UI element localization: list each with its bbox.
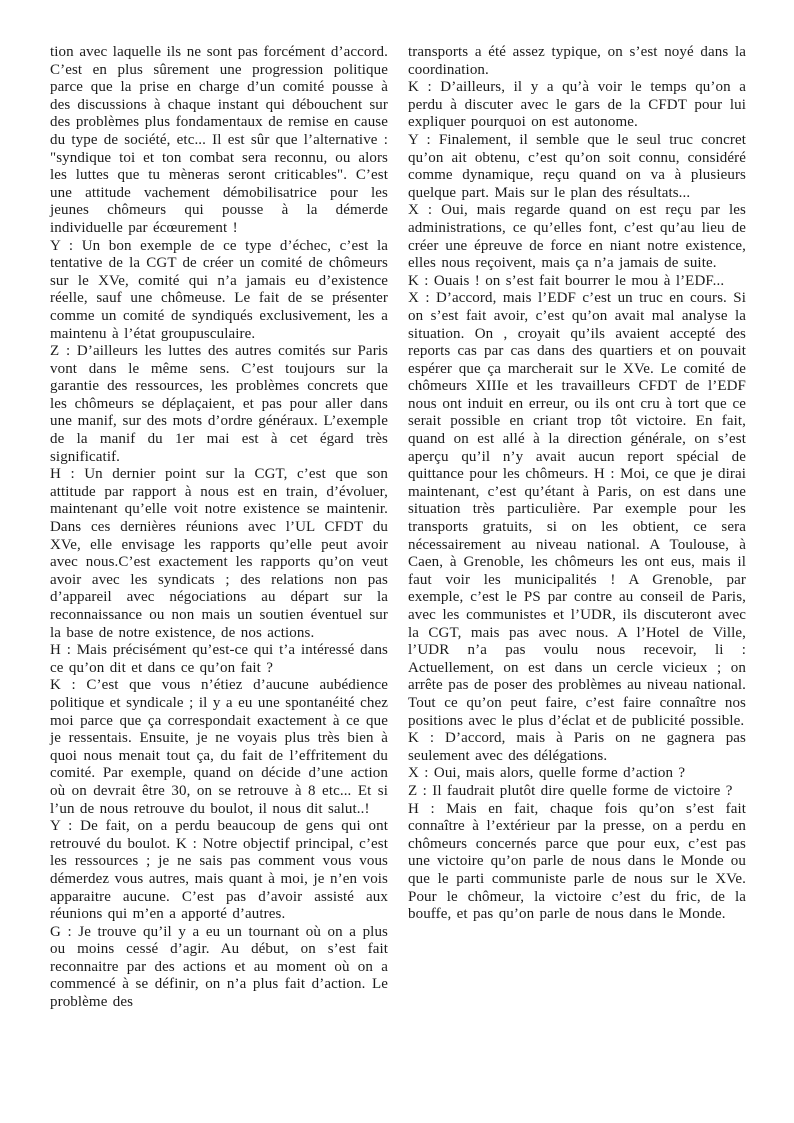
paragraph: X : Oui, mais alors, quelle forme d’action ?	[408, 765, 686, 782]
paragraph: Z : D’ailleurs les luttes des autres comités sur Paris vont dans le même sens. C’est toujours sur la garantie des ressources, les problèmes concrets que les chômeurs se déplaçaient, et pas pour aller dans une manif, sur des mots d’ordre généraux. L’exemple de la manif du 1er mai est à cet égard très significatif.	[50, 343, 388, 465]
paragraph: X : Oui, mais regarde quand on est reçu par les administrations, ce qu’elles font, c’est qu’au lieu de créer une épreuve de force en niant notre existence, elles nous reçoivent, mais ça n’a jamais de suite.	[408, 202, 746, 272]
paragraph: H : Mais précisément qu’est-ce qui t’a intéressé dans ce qu’on dit et dans ce qu’on fait ?	[50, 642, 388, 676]
paragraph: Y : Finalement, il semble que le seul truc concret qu’on ait obtenu, c’est qu’on soit connu, considéré comme dynamique, reçu quand on va à plusieurs quelque part. Mais sur le plan des résultats...	[408, 131, 746, 201]
paragraph: transports a été assez typique, on s’est noyé dans la coordination.	[408, 44, 746, 78]
paragraph: K : C’est que vous n’étiez d’aucune aubédience politique et syndicale ; il y a eu une spontanéité chez moi parce que ça correspondait exactement à ce que je ressentais. Ensuite, je ne voyais plus très bien à quoi nous menait tout ça, du fait de l’effritement du comité. Par exemple, quand on décide d’une action où on devrait être 30, on se retrouve à 8 etc... Et si l’un de nous retrouve du boulot, il nous dit salut..!	[50, 677, 388, 817]
paragraph: Y : De fait, on a perdu beaucoup de gens qui ont retrouvé du boulot. K : Notre objectif principal, c’est les ressources ; je ne sais pas comment vous vous démerdez vous autres, mais quant à moi, je n’en vois apparaitre aucune. C’est pas d’avoir assisté aux réunions qui m’en a apporté d’autres.	[50, 818, 388, 923]
paragraph: H : Un dernier point sur la CGT, c’est que son attitude par rapport à nous est en train, d’évoluer, maintenant qu’elle voit notre existence se maintenir. Dans ces dernières réunions avec l’UL CFDT du XVe, elle envisage les rapports qu’elle peut avoir avec nous.C’est exactement les rapports qu’on veut avoir avec les syndicats ; des relations non pas d’appareil avec négociations au départ sur la reconnaissance ou non mais un soutien éventuel sur la base de notre existence, de nos actions.	[50, 466, 388, 641]
paragraph: Y : Un bon exemple de ce type d’échec, c’est la tentative de la CGT de créer un comité de chômeurs sur le XVe, comité qui n’a jamais eu d’existence réelle, sauf une chômeuse. Le fait de se présenter comme un comité de syndiqués exclusivement, les a maintenu à l’état groupusculaire.	[50, 237, 388, 342]
paragraph: H : Mais en fait, chaque fois qu’on s’est fait connaître à l’extérieur par la presse, on a perdu en chômeurs concernés parce que pour eux, c’est pas une victoire qu’on parle de nous dans le Monde ou que le parti communiste parle de nous sur le XVe. Pour le chômeur, la victoire c’est du fric, de la bouffe, et pas qu’on parle de nous dans le Monde.	[408, 800, 746, 923]
right-column	[408, 44, 746, 924]
paragraph: K : D’accord, mais à Paris on ne gagnera pas seulement avec des délégations.	[408, 730, 746, 764]
paragraph: X : D’accord, mais l’EDF c’est un truc en cours. Si on s’est fait avoir, c’est qu’on avait mal analyse la situation. On , croyait qu’ils avaient accepté des reports cas par cas dans des quartiers et on pouvait espérer que ça marcherait sur le XVe. Le comité de chômeurs XIIIe et les travailleurs CFDT de l’EDF nous ont induit en erreur, ou ils ont cru à tort que ce serait possible en criant trop tôt victoire. En fait, quand on est allé à la direction générale, on s’est aperçu qu’il n’y avait aucun report spécial de quittance pour les chômeurs. H : Moi, ce que je dirai maintenant, c’est qu’étant à Paris, on est dans une situation très particulière. Par exemple pour les transports gratuits, si on les obtient, ce sera nécessairement au niveau national. A Toulouse, à Caen, à Grenoble, les chômeurs les ont eus, mais il faut voir les municipalités ! A Grenoble, par exemple, c’est le PS par contre au conseil de Paris, avec les communistes et l’UDR, ils discuteront avec la CGT, mais pas avec nous. A l’Hotel de Ville, l’UDR n’a pas voulu nous recevoir, li : Actuellement, on est dans un cercle vicieux ; on arrête pas de poser des problèmes au niveau national. Tout ce qu’on peut faire, c’est faire connaître nos positions avec le plus d’éclat et de publicité possible.	[408, 290, 746, 729]
paragraph: Z : Il faudrait plutôt dire quelle forme de victoire ?	[408, 782, 733, 799]
paragraph: tion avec laquelle ils ne sont pas forcément d’accord. C’est en plus sûrement une progression politique parce que la prise en charge d’un comité pousse à des discussions à chaque instant qui débouchent sur des problèmes plus fondamentaux de remise en cause du type de société, etc... Il est sûr que l’alternative : "syndique toi et ton combat sera reconnu, ou alors les luttes que tu mèneras seront criticables". C’est une attitude vachement démobilisatrice pour les jeunes chômeurs qui pousse à la démerde individuelle par écœurement !	[50, 44, 388, 236]
left-column	[50, 44, 388, 1012]
paragraph: K : Ouais ! on s’est fait bourrer le mou à l’EDF...	[408, 272, 725, 289]
paragraph: K : D’ailleurs, il y a qu’à voir le temps qu’on a perdu à discuter avec le gars de la CFDT pour lui expliquer pourquoi on est autonome.	[408, 79, 746, 131]
paragraph: G : Je trouve qu’il y a eu un tournant où on a plus ou moins cessé d’agir. Au début, on s’est fait reconnaitre par des actions et au moment où on a commencé à se définir, on n’a plus fait d’action. Le problème des	[50, 923, 388, 1011]
